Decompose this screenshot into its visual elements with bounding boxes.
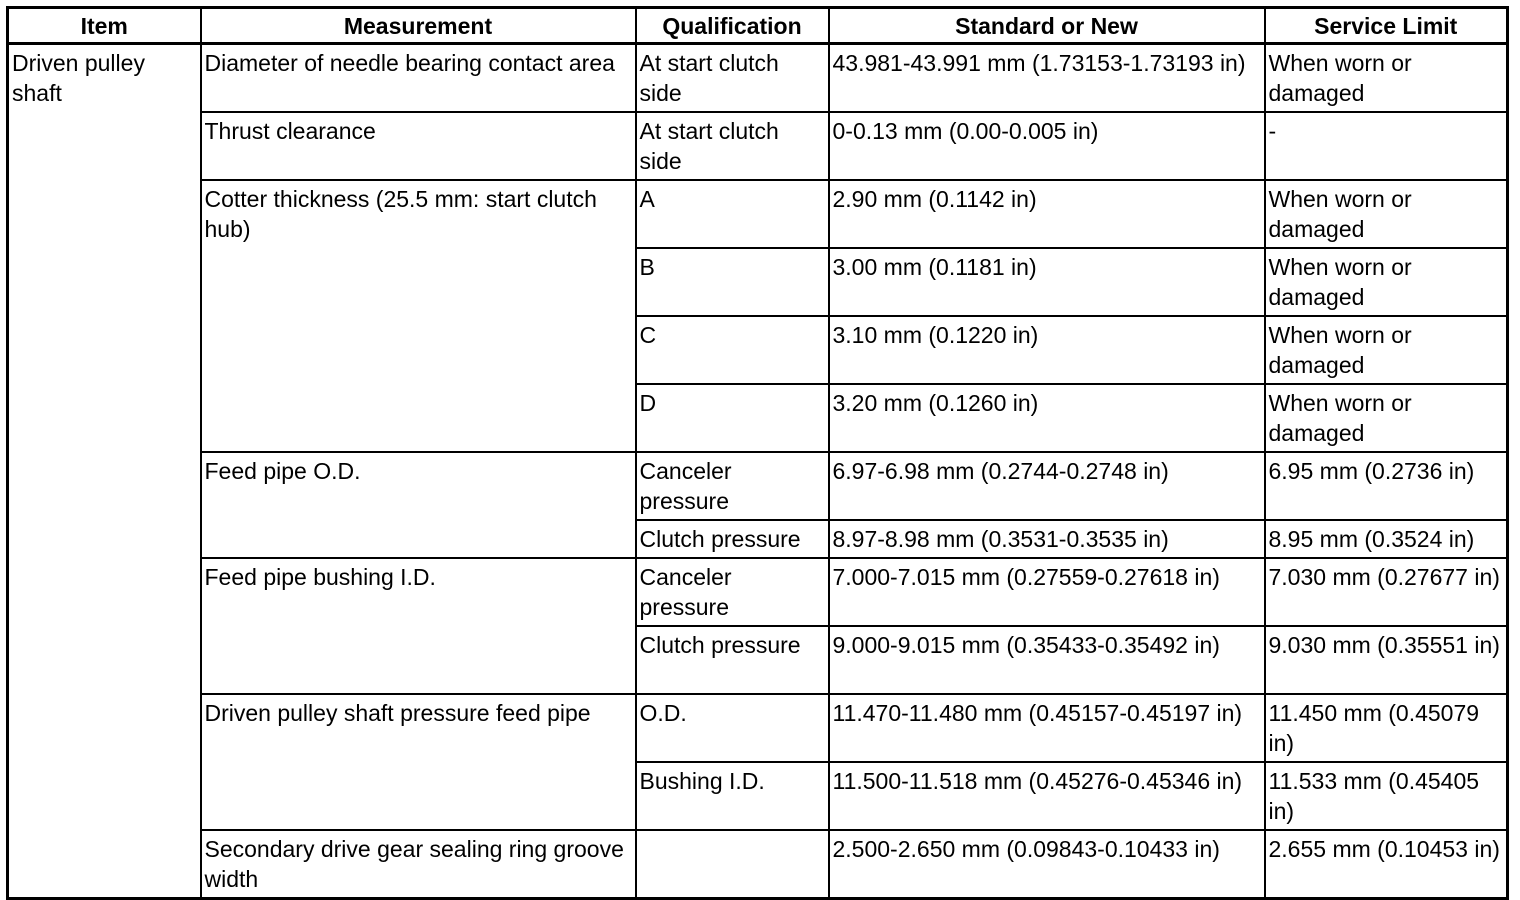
header-measurement: Measurement [201,8,636,44]
measurement-cell: Thrust clearance [201,112,636,180]
limit-cell: When worn or damaged [1265,180,1508,248]
qualification-cell [636,830,829,899]
limit-cell: When worn or damaged [1265,384,1508,452]
table-row [8,180,1508,248]
limit-cell: - [1265,112,1508,180]
limit-cell: 11.533 mm (0.45405 in) [1265,762,1508,830]
measurement-cell: Driven pulley shaft pressure feed pipe [201,694,636,830]
standard-cell: 43.981-43.991 mm (1.73153-1.73193 in) [829,44,1265,113]
standard-cell: 9.000-9.015 mm (0.35433-0.35492 in) [829,626,1265,694]
limit-cell: 11.450 mm (0.45079 in) [1265,694,1508,762]
standard-cell: 2.500-2.650 mm (0.09843-0.10433 in) [829,830,1265,899]
qualification-cell: Clutch pressure [636,520,829,558]
header-item: Item [8,8,201,44]
standard-cell: 3.20 mm (0.1260 in) [829,384,1265,452]
measurement-cell: Cotter thickness (25.5 mm: start clutch hub) [201,180,636,452]
table-row [8,452,1508,520]
table-header-row [8,8,1508,44]
standard-cell: 6.97-6.98 mm (0.2744-0.2748 in) [829,452,1265,520]
standard-cell: 3.10 mm (0.1220 in) [829,316,1265,384]
standard-cell: 0-0.13 mm (0.00-0.005 in) [829,112,1265,180]
qualification-cell: C [636,316,829,384]
qualification-cell: D [636,384,829,452]
limit-cell: When worn or damaged [1265,248,1508,316]
measurement-cell: Diameter of needle bearing contact area [201,44,636,113]
measurement-cell: Feed pipe O.D. [201,452,636,558]
table-row [8,694,1508,762]
qualification-cell: Bushing I.D. [636,762,829,830]
limit-cell: When worn or damaged [1265,44,1508,113]
qualification-cell: B [636,248,829,316]
header-standard: Standard or New [829,8,1265,44]
qualification-cell: A [636,180,829,248]
standard-cell: 7.000-7.015 mm (0.27559-0.27618 in) [829,558,1265,626]
header-qualification: Qualification [636,8,829,44]
table-row [8,44,1508,113]
specification-table [6,6,1509,900]
qualification-cell: Clutch pressure [636,626,829,694]
limit-cell: 8.95 mm (0.3524 in) [1265,520,1508,558]
table-row [8,558,1508,626]
limit-cell: 2.655 mm (0.10453 in) [1265,830,1508,899]
item-cell: Driven pulley shaft [8,44,201,899]
standard-cell: 8.97-8.98 mm (0.3531-0.3535 in) [829,520,1265,558]
standard-cell: 2.90 mm (0.1142 in) [829,180,1265,248]
qualification-cell: O.D. [636,694,829,762]
qualification-cell: Canceler pressure [636,452,829,520]
standard-cell: 3.00 mm (0.1181 in) [829,248,1265,316]
standard-cell: 11.500-11.518 mm (0.45276-0.45346 in) [829,762,1265,830]
measurement-cell: Feed pipe bushing I.D. [201,558,636,694]
qualification-cell: At start clutch side [636,112,829,180]
qualification-cell: Canceler pressure [636,558,829,626]
table-row [8,112,1508,180]
limit-cell: When worn or damaged [1265,316,1508,384]
limit-cell: 7.030 mm (0.27677 in) [1265,558,1508,626]
limit-cell: 6.95 mm (0.2736 in) [1265,452,1508,520]
measurement-cell: Secondary drive gear sealing ring groove width [201,830,636,899]
standard-cell: 11.470-11.480 mm (0.45157-0.45197 in) [829,694,1265,762]
table-row [8,830,1508,899]
qualification-cell: At start clutch side [636,44,829,113]
header-service-limit: Service Limit [1265,8,1508,44]
limit-cell: 9.030 mm (0.35551 in) [1265,626,1508,694]
